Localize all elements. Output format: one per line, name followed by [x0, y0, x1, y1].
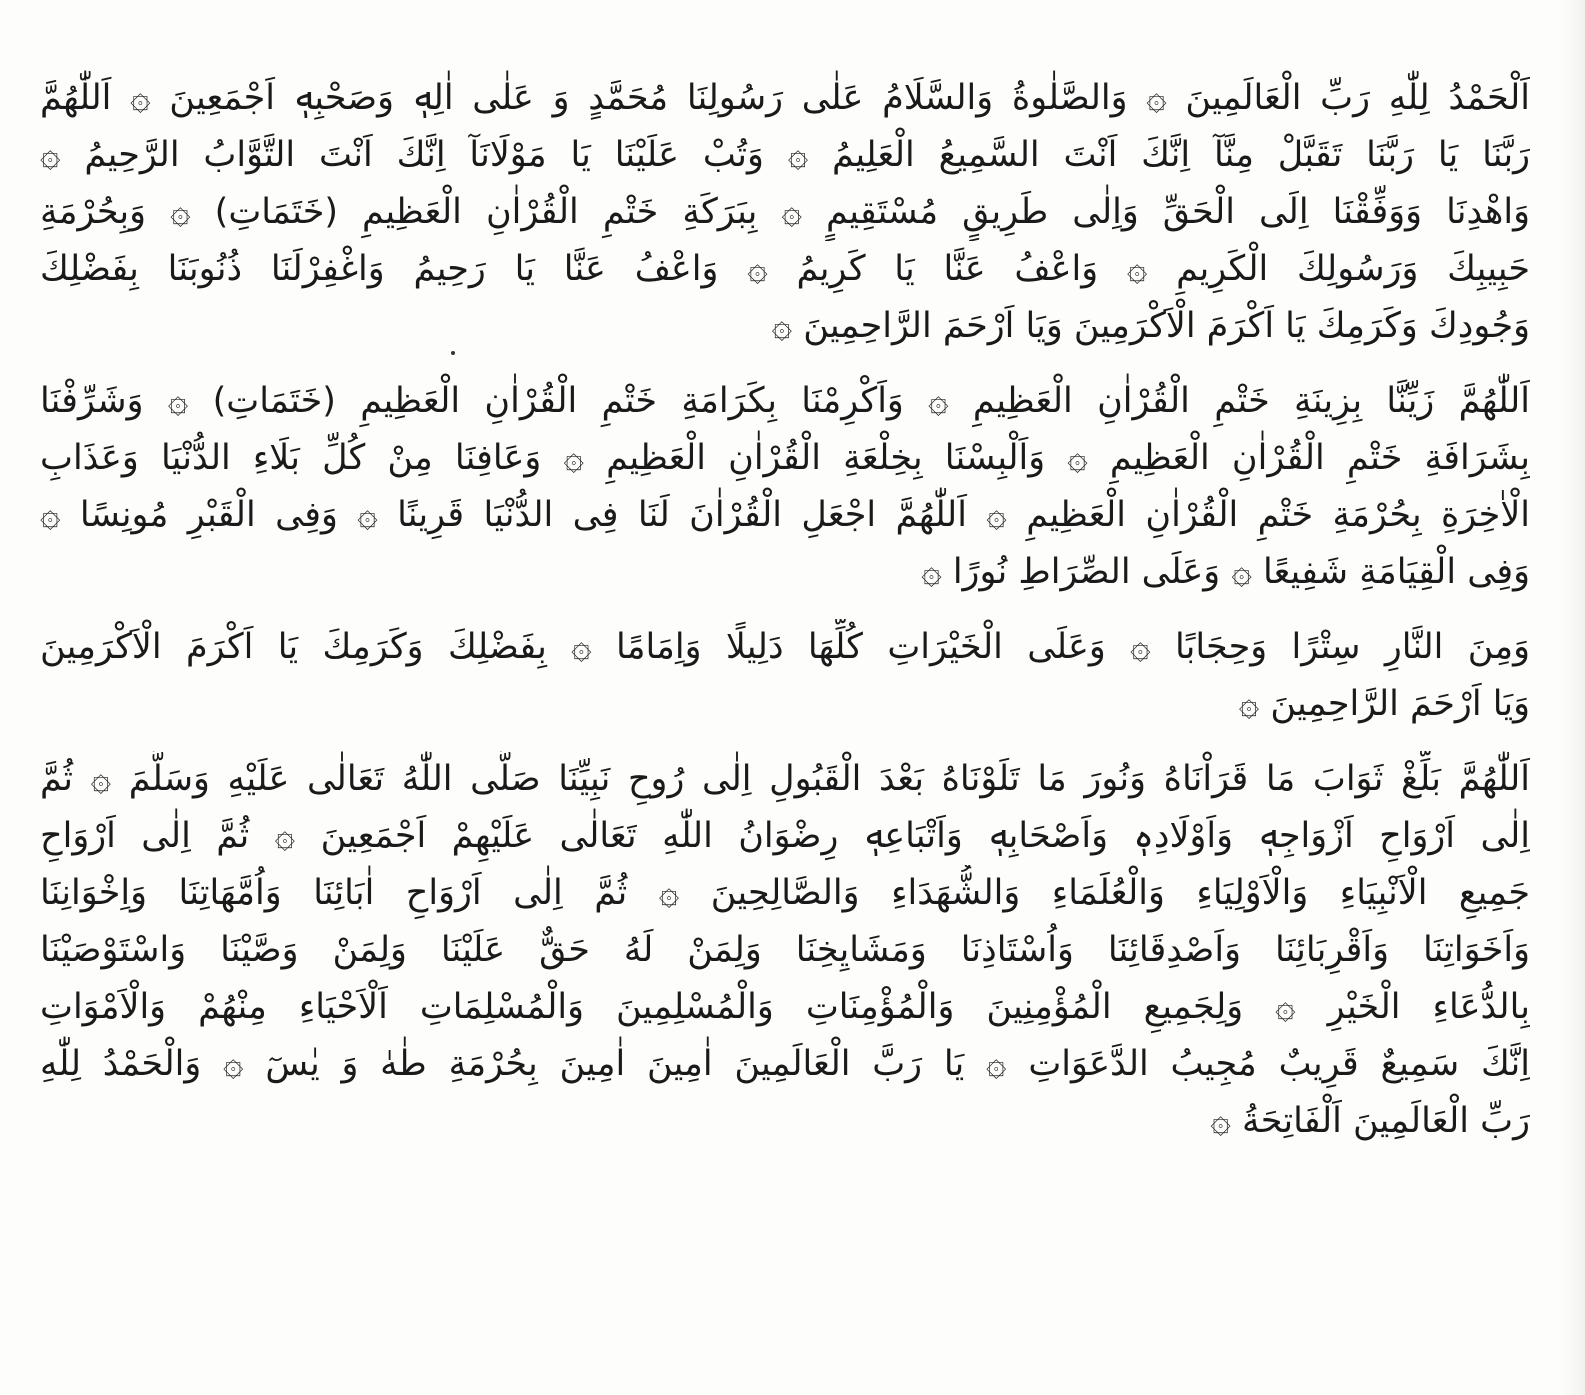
- text-line: اِلٰى اَرْوَاحِ اَزْوَاجِهٖ وَاَوْلَادِهٖ وَاَصْحَابِهٖ وَاَتْبَاعِهٖ رِضْوَانُ اللّٰهِ تَعَالٰى عَلَيْهِمْ اَجْمَعِينَ ۞ ثُمَّ اِلٰى اَرْوَاحِ: [40, 816, 1530, 856]
- text-line: اَلْحَمْدُ لِلّٰهِ رَبِّ الْعَالَمِينَ ۞ وَالصَّلٰوةُ وَالسَّلَامُ عَلٰى رَسُولِنَا مُحَمَّدٍ وَ عَلٰى اٰلِهٖ وَصَحْبِهٖ اَجْمَعِينَ ۞ اَللّٰهُمَّ: [40, 78, 1530, 118]
- text-line: اِنَّكَ سَمِيعٌ قَرِيبٌ مُجِيبُ الدَّعَوَاتِ ۞ يَا رَبَّ الْعَالَمِينَ اٰمِينَ اٰمِينَ بِحُرْمَةِ طٰهٰ وَ يٰسٓ ۞ وَالْحَمْدُ لِلّٰهِ: [40, 1044, 1530, 1084]
- text-line: بِالدُّعَاءِ الْخَيْرِ ۞ وَلِجَمِيعِ الْمُؤْمِنِينَ وَالْمُؤْمِنَاتِ وَالْمُسْلِمِينَ وَالْمُسْلِمَاتِ اَلْاَحْيَاءِ مِنْهُمْ وَالْاَمْوَاتِ: [40, 987, 1530, 1027]
- text-line: اَللّٰهُمَّ بَلِّغْ ثَوَابَ مَا قَرَاْنَاهُ وَنُورَ مَا تَلَوْنَاهُ بَعْدَ الْقَبُولِ اِلٰى رُوحِ نَبِيِّنَا صَلَّى اللّٰهُ تَعَالٰى عَلَيْهِ وَسَلَّمَ ۞ ثُمَّ: [40, 759, 1530, 799]
- text-line: وَجُودِكَ وَكَرَمِكَ يَا اَكْرَمَ الْاَكْرَمِينَ وَيَا اَرْحَمَ الرَّاحِمِينَ ۞: [771, 306, 1530, 346]
- paragraph-4: [40, 751, 1530, 1150]
- text-line: حَبِيبِكَ وَرَسُولِكَ الْكَرِيمِ ۞ وَاعْفُ عَنَّا يَا كَرِيمُ ۞ وَاعْفُ عَنَّا يَا رَحِيمُ وَاغْفِرْلَنَا ذُنُوبَنَا بِفَضْلِكَ: [40, 249, 1530, 289]
- ink-speck: [451, 351, 455, 355]
- text-line: وَيَا اَرْحَمَ الرَّاحِمِينَ ۞: [1238, 684, 1530, 724]
- text-line: رَبَّنَا يَا رَبَّنَا تَقَبَّلْ مِنَّآ اِنَّكَ اَنْتَ السَّمِيعُ الْعَلِيمُ ۞ وَتُبْ عَلَيْنَا يَا مَوْلَانَآ اِنَّكَ اَنْتَ التَّوَّابُ الرَّحِيمُ ۞: [40, 135, 1530, 175]
- scan-edge: [1561, 0, 1585, 1395]
- text-line: رَبِّ الْعَالَمِينَ اَلْفَاتِحَةُ ۞: [1210, 1101, 1530, 1141]
- paragraph-2: [40, 373, 1530, 601]
- text-line: جَمِيعِ الْاَنْبِيَاءِ وَالْاَوْلِيَاءِ وَالْعُلَمَاءِ وَالشُّهَدَاءِ وَالصَّالِحِينَ ۞ ثُمَّ اِلٰى اَرْوَاحِ اٰبَائِنَا وَاُمَّهَاتِنَا وَاِخْوَانِنَا: [40, 873, 1530, 913]
- text-line: الْاٰخِرَةِ بِحُرْمَةِ خَتْمِ الْقُرْاٰنِ الْعَظِيمِ ۞ اَللّٰهُمَّ اجْعَلِ الْقُرْاٰنَ لَنَا فِى الدُّنْيَا قَرِينًا ۞ وَفِى الْقَبْرِ مُونِسًا ۞: [40, 495, 1530, 535]
- text-line: اَللّٰهُمَّ زَيِّنَّا بِزِينَةِ خَتْمِ الْقُرْاٰنِ الْعَظِيمِ ۞ وَاَكْرِمْنَا بِكَرَامَةِ خَتْمِ الْقُرْاٰنِ الْعَظِيمِ (خَتَمَاتِ) ۞ وَشَرِّفْنَا: [40, 381, 1530, 421]
- text-line: وَفِى الْقِيَامَةِ شَفِيعًا ۞ وَعَلَى الصِّرَاطِ نُورًا ۞: [921, 552, 1530, 592]
- text-line: وَاهْدِنَا وَوَفِّقْنَا اِلَى الْحَقِّ وَاِلٰى طَرِيقٍ مُسْتَقِيمٍ ۞ بِبَرَكَةِ خَتْمِ الْقُرْاٰنِ الْعَظِيمِ (خَتَمَاتِ) ۞ وَبِحُرْمَةِ: [40, 192, 1530, 232]
- text-line: وَاَخَوَاتِنَا وَاَقْرِبَائِنَا وَاَصْدِقَائِنَا وَاُسْتَاذِنَا وَمَشَايِخِنَا وَلِمَنْ لَهُ حَقٌّ عَلَيْنَا وَلِمَنْ وَصَّيْنَا وَاسْتَوْصَيْنَا: [40, 930, 1530, 970]
- text-line: بِشَرَافَةِ خَتْمِ الْقُرْاٰنِ الْعَظِيمِ ۞ وَاَلْبِسْنَا بِخِلْعَةِ الْقُرْاٰنِ الْعَظِيمِ ۞ وَعَافِنَا مِنْ كُلِّ بَلَاءِ الدُّنْيَا وَعَذَابِ: [40, 438, 1530, 478]
- text-line: وَمِنَ النَّارِ سِتْرًا وَحِجَابًا ۞ وَعَلَى الْخَيْرَاتِ كُلِّهَا دَلِيلًا وَاِمَامًا ۞ بِفَضْلِكَ وَكَرَمِكَ يَا اَكْرَمَ الْاَكْرَمِينَ: [40, 627, 1530, 667]
- paragraph-1: [40, 70, 1530, 355]
- prayer-text-page: [40, 70, 1530, 1168]
- paragraph-3: [40, 619, 1530, 733]
